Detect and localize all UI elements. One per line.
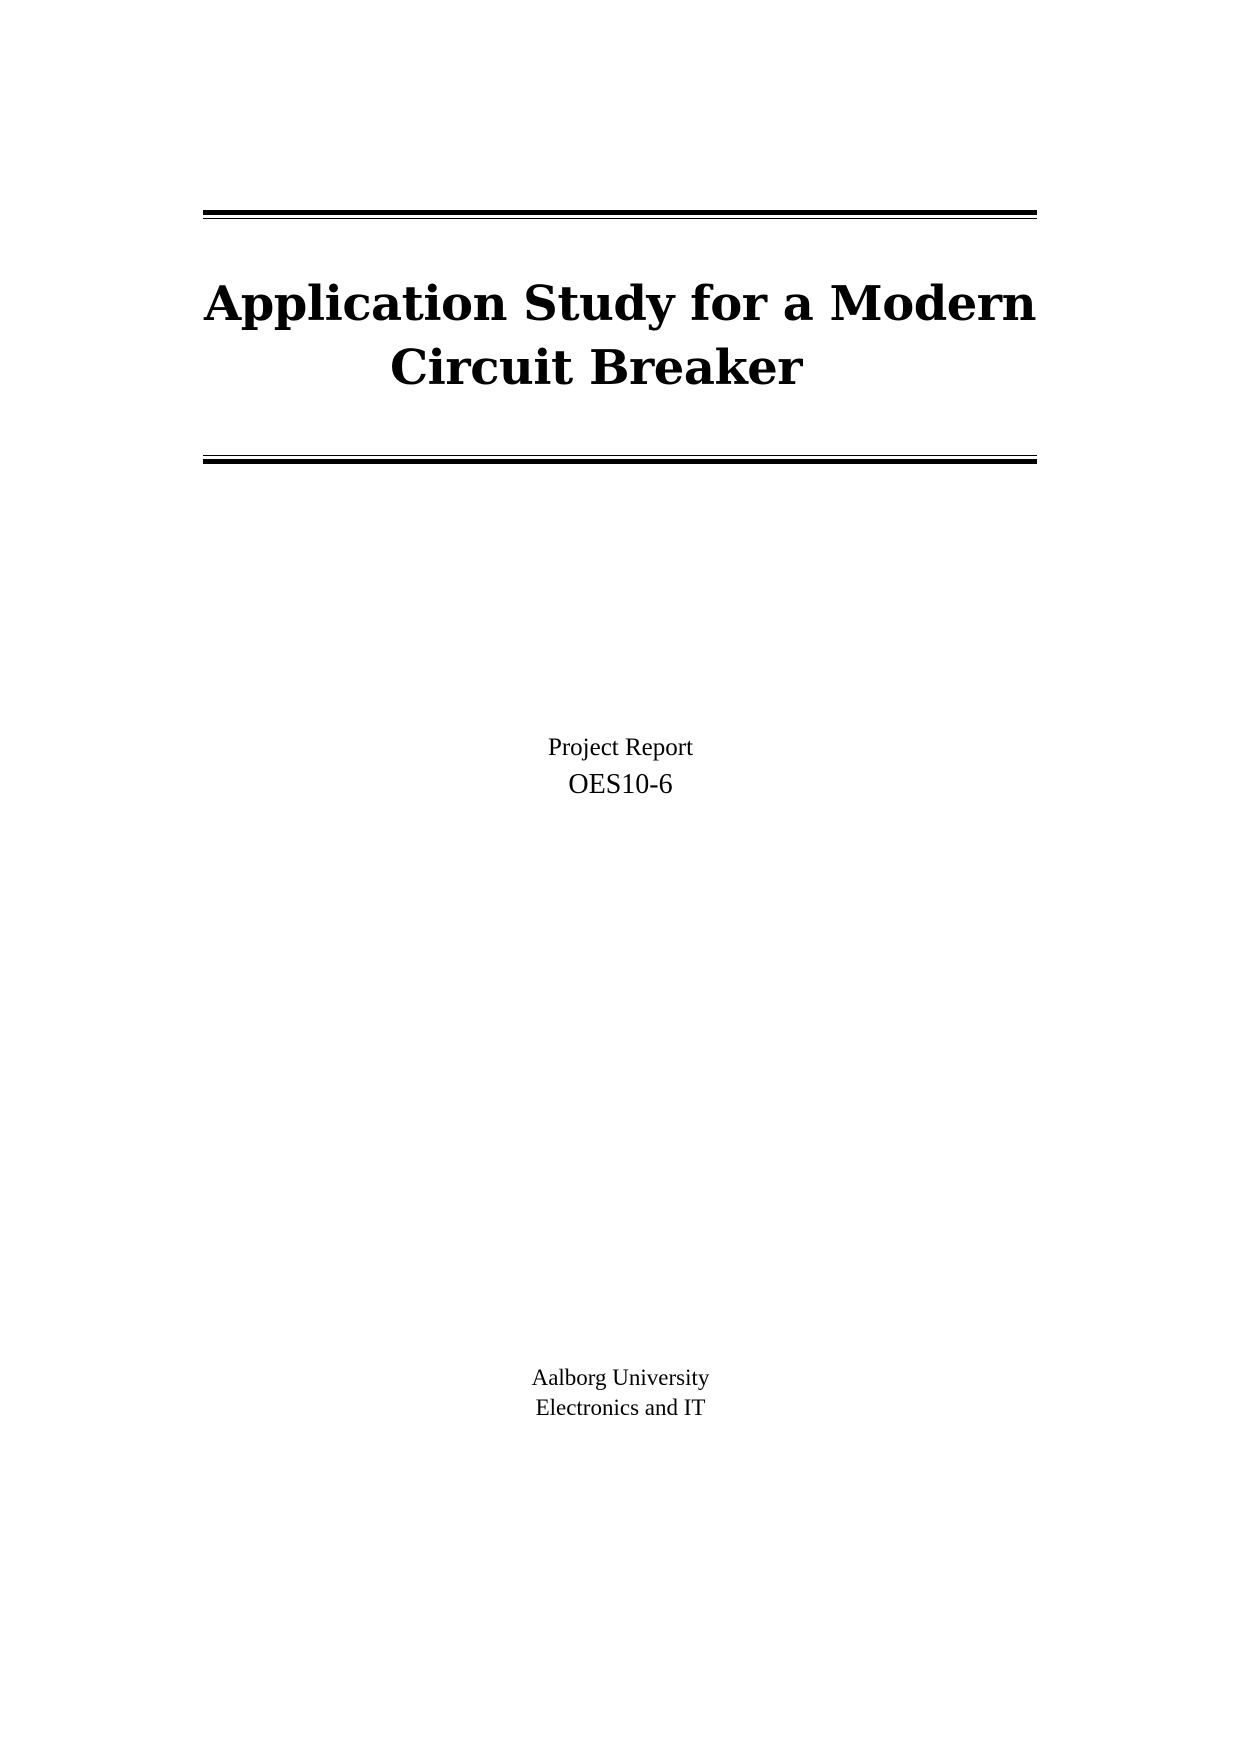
university-name: Aalborg University — [531, 1365, 710, 1390]
document-title — [203, 272, 1037, 400]
report-type: Project Report — [547, 734, 694, 761]
top-thin-rule — [203, 218, 1037, 219]
report-info — [0, 731, 1241, 805]
title-line-2: Circuit Breaker — [389, 340, 803, 396]
title-line-1: Application Study for a Modern — [203, 276, 1036, 332]
institution-info — [0, 1363, 1241, 1423]
report-code: OES10-6 — [568, 769, 673, 800]
top-double-rule — [203, 210, 1037, 219]
bottom-thick-rule — [203, 459, 1037, 464]
bottom-double-rule — [203, 455, 1037, 464]
department-name: Electronics and IT — [535, 1395, 706, 1420]
